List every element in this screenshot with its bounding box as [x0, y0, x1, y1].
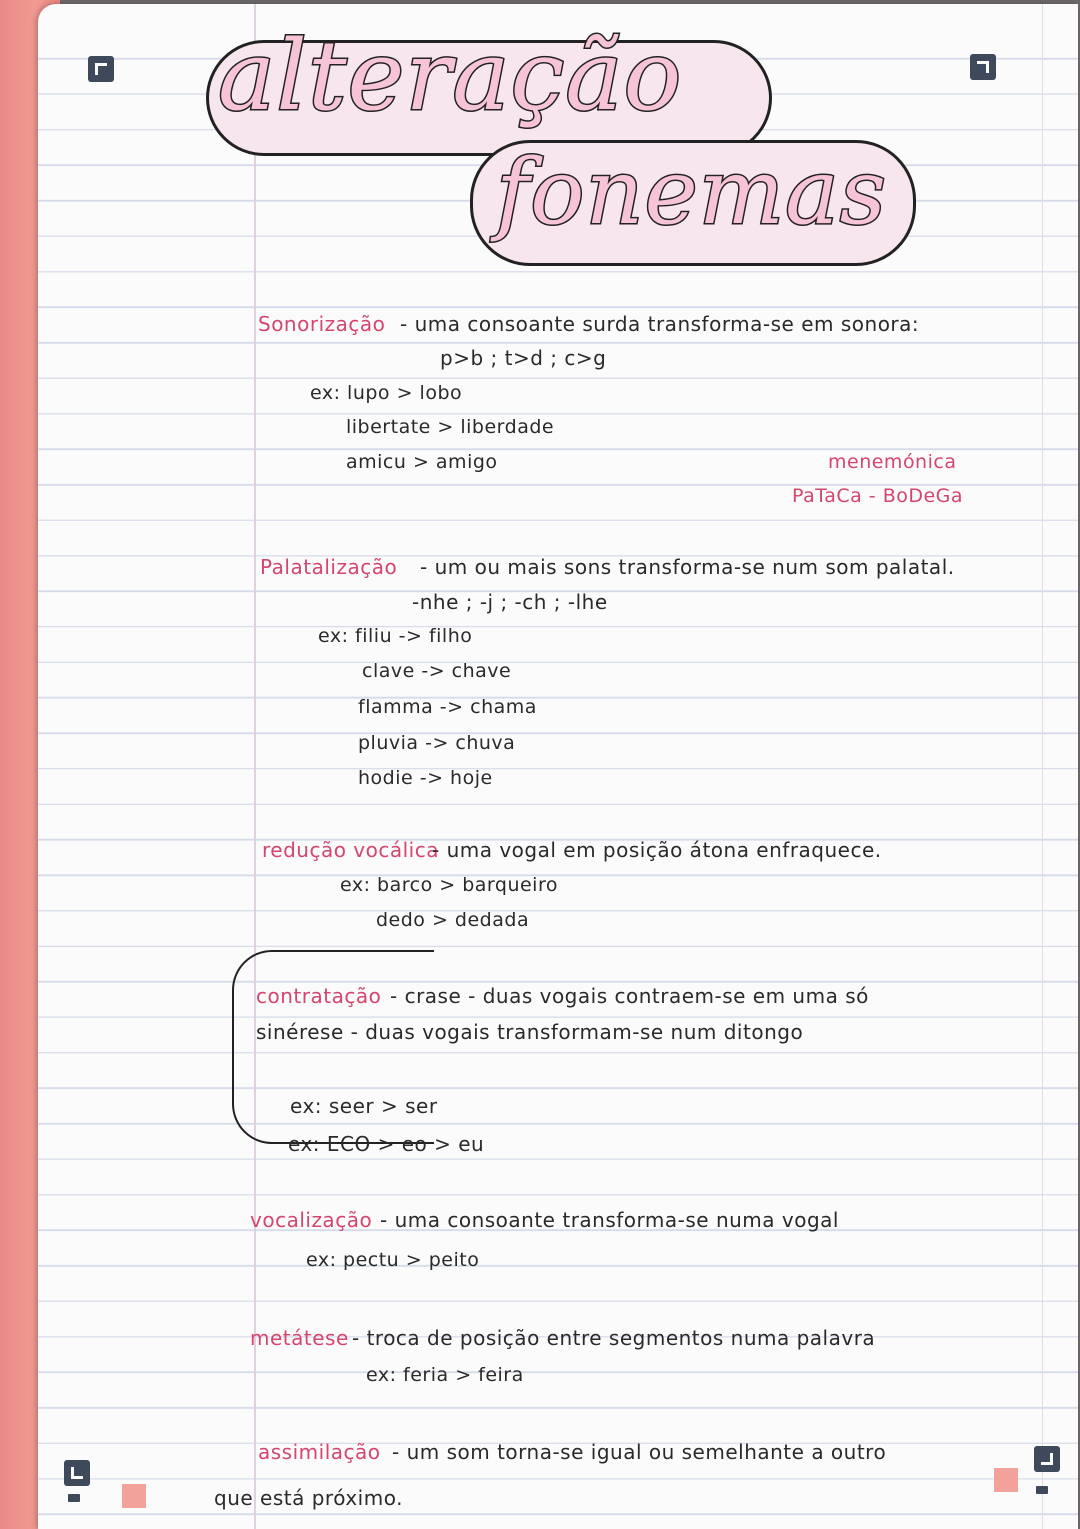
rules-sonorizacao: p>b ; t>d ; c>g — [440, 346, 607, 370]
right-margin-line — [1042, 4, 1043, 1529]
example: ex: pectu > peito — [306, 1249, 480, 1271]
crase-definition: - crase - duas vogais contraem-se em uma só — [390, 984, 869, 1008]
term-vocalizacao: vocalização — [250, 1208, 373, 1232]
term-assimilacao: assimilação — [258, 1440, 381, 1464]
corner-mark-icon — [970, 54, 996, 80]
example: ex: ECO > eo > eu — [288, 1132, 485, 1156]
example: flamma -> chama — [358, 696, 537, 718]
example: ex: seer > ser — [290, 1094, 438, 1118]
rules-palatalizacao: -nhe ; -j ; -ch ; -lhe — [412, 590, 608, 614]
title-block — [200, 10, 940, 280]
corner-mark-icon — [1034, 1446, 1060, 1472]
title-line-2: fonemas — [496, 140, 887, 245]
mnemonic-label: menemónica — [828, 451, 957, 473]
sinerese-definition: sinérese - duas vogais transformam-se num ditongo — [256, 1020, 804, 1044]
pink-square — [122, 1484, 146, 1508]
definition-assimilacao: - um som torna-se igual ou semelhante a outro — [392, 1440, 887, 1464]
example: amicu > amigo — [346, 451, 498, 473]
example: ex: filiu -> filho — [318, 625, 473, 647]
example: dedo > dedada — [376, 909, 530, 931]
definition-palatalizacao: - um ou mais sons transforma-se num som palatal. — [420, 555, 955, 579]
mnemonic: PaTaCa - BoDeGa — [792, 485, 964, 507]
example: ex: barco > barqueiro — [340, 874, 558, 896]
term-metatese: metátese — [250, 1326, 349, 1350]
example: hodie -> hoje — [358, 767, 493, 789]
definition-reducao: - uma vogal em posição átona enfraquece. — [432, 838, 882, 862]
tab-mark — [68, 1494, 80, 1502]
term-reducao: redução vocálica — [262, 838, 439, 862]
example: pluvia -> chuva — [358, 732, 516, 754]
title-line-1: alteração — [218, 20, 683, 132]
tab-mark — [1036, 1486, 1048, 1494]
pink-square — [994, 1468, 1018, 1492]
example: clave -> chave — [362, 660, 512, 682]
example: ex: feria > feira — [366, 1364, 524, 1386]
example: ex: lupo > lobo — [310, 382, 463, 404]
definition-vocalizacao: - uma consoante transforma-se numa vogal — [380, 1208, 839, 1232]
term-palatalizacao: Palatalização — [260, 555, 398, 579]
example: libertate > liberdade — [346, 416, 555, 438]
definition-metatese: - troca de posição entre segmentos numa palavra — [352, 1326, 876, 1350]
term-sonorizacao: Sonorização — [258, 312, 386, 336]
corner-mark-icon — [64, 1460, 90, 1486]
definition-sonorizacao: - uma consoante surda transforma-se em sonora: — [400, 312, 920, 336]
continuation-assimilacao: que está próximo. — [214, 1486, 403, 1510]
term-contratacao: contratação — [256, 984, 382, 1008]
corner-mark-icon — [88, 56, 114, 82]
